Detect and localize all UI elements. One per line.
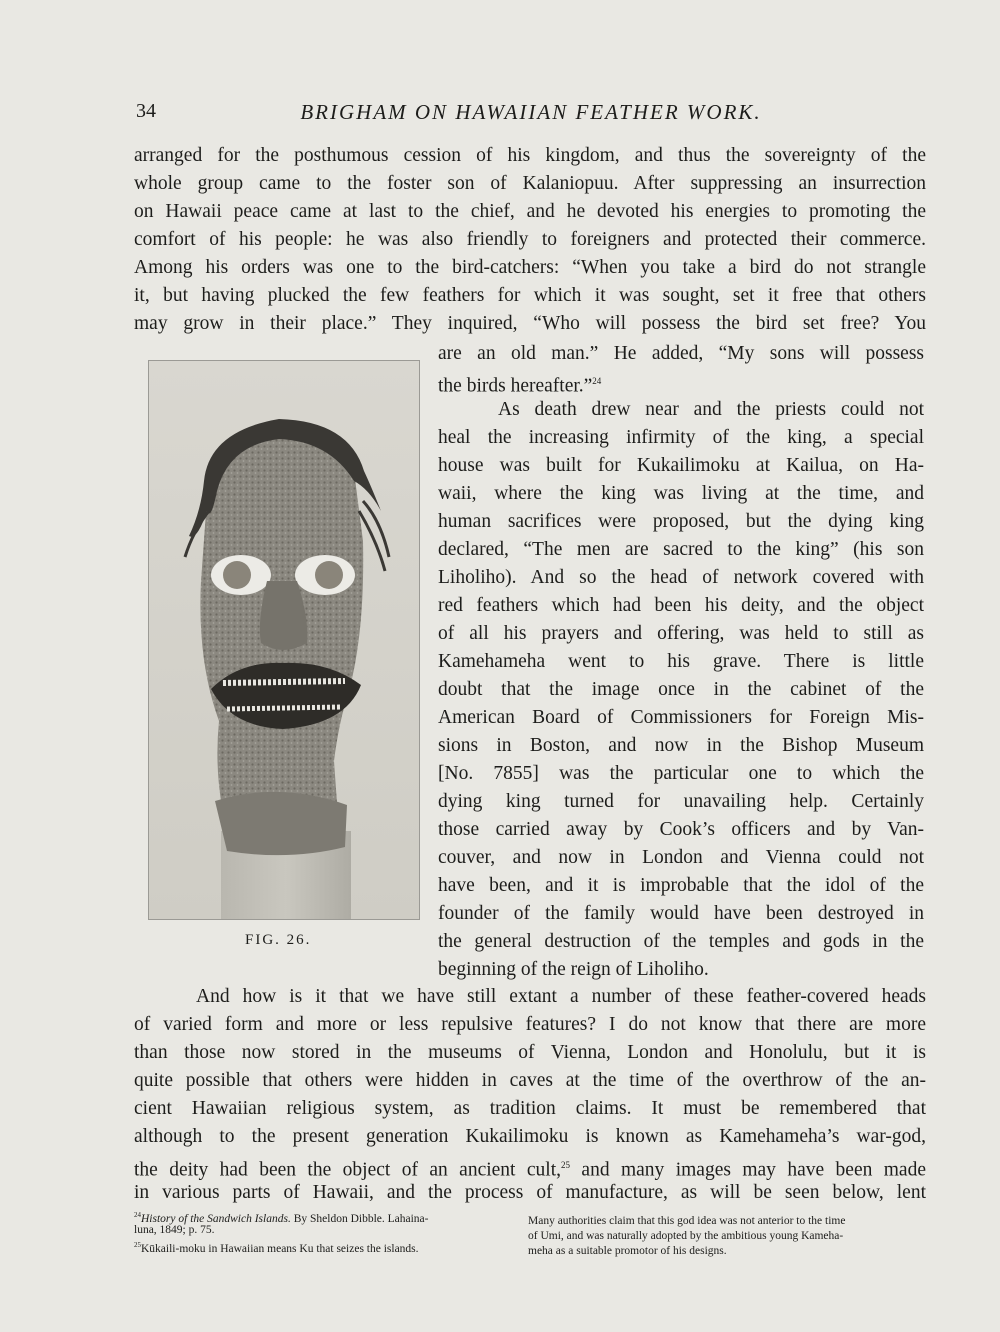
body-line: cient Hawaiian religious system, as tradition claims. It must be remembered that xyxy=(134,1098,926,1119)
footnote-24-cont: luna, 1849; p. 75. xyxy=(134,1224,215,1236)
body-line: doubt that the image once in the cabinet of the xyxy=(438,679,924,700)
body-line: American Board of Commissioners for Foreign Mis- xyxy=(438,707,924,728)
body-line: whole group came to the foster son of Kalaniopuu. After suppressing an insurrection xyxy=(134,173,926,194)
body-line-text: and many images may have been made xyxy=(570,1159,926,1181)
body-line-text: the deity had been the object of an ancient cult, xyxy=(134,1159,561,1181)
body-line: may grow in their place.” They inquired, “Who will possess the bird set free? You xyxy=(134,313,926,334)
body-line: the general destruction of the temples and gods in the xyxy=(438,931,924,952)
body-line: those carried away by Cook’s officers and by Van- xyxy=(438,819,924,840)
body-line: on Hawaii peace came at last to the chief, and he devoted his energies to promoting the xyxy=(134,201,926,222)
footnote-number: 25 xyxy=(134,1241,141,1249)
body-line xyxy=(134,1152,926,1184)
body-line: are an old man.” He added, “My sons will possess xyxy=(438,343,924,364)
footnote-25-cont: of Umi, and was naturally adopted by the ambitious young Kameha- xyxy=(528,1230,844,1242)
footnote-text: By Sheldon Dibble. Lahaina- xyxy=(290,1212,429,1225)
footnote-title: History of the Sandwich Islands. xyxy=(141,1212,291,1225)
body-line: comfort of his people: he was also friendly to foreigners and protected their commerce. xyxy=(134,229,926,250)
body-line: waii, where the king was living at the time, and xyxy=(438,483,924,504)
footnote-25-cont: meha as a suitable promotor of his designs. xyxy=(528,1245,727,1257)
body-line: house was built for Kukailimoku at Kailua, on Ha- xyxy=(438,455,924,476)
footnote-text: Kūkaili-moku in Hawaiian means Ku that seizes the islands. xyxy=(141,1242,419,1255)
body-line: heal the increasing infirmity of the king, a special xyxy=(438,427,924,448)
body-line: [No. 7855] was the particular one to which the xyxy=(438,763,924,784)
running-head: BRIGHAM ON HAWAIIAN FEATHER WORK. xyxy=(300,100,762,124)
feather-god-head-image xyxy=(149,361,419,919)
body-line: human sacrifices were proposed, but the dying king xyxy=(438,511,924,532)
body-line: have been, and it is improbable that the idol of the xyxy=(438,875,924,896)
body-line: Liholiho). And so the head of network covered with xyxy=(438,567,924,588)
body-line-text: the birds hereafter.” xyxy=(438,375,593,397)
body-line xyxy=(438,368,924,400)
figure-26-photo xyxy=(148,360,420,920)
body-line: of all his prayers and offering, was held to still as xyxy=(438,623,924,644)
body-line: sions in Boston, and now in the Bishop Museum xyxy=(438,735,924,756)
body-line: As death drew near and the priests could not xyxy=(498,399,924,420)
body-line: beginning of the reign of Liholiho. xyxy=(438,959,709,980)
body-line: of varied form and more or less repulsive features? I do not know that there are more xyxy=(134,1014,926,1035)
footnote-25 xyxy=(134,1238,506,1257)
footnote-25-cont: Many authorities claim that this god idea was not anterior to the time xyxy=(528,1215,846,1227)
body-line: And how is it that we have still extant a number of these feather-covered heads xyxy=(196,986,926,1007)
body-line: Kamehameha went to his grave. There is little xyxy=(438,651,924,672)
body-line: quite possible that others were hidden in caves at the time of the overthrow of the an- xyxy=(134,1070,926,1091)
body-line: in various parts of Hawaii, and the process of manufacture, as will be seen below, lent xyxy=(134,1182,926,1203)
body-line: declared, “The men are sacred to the king” (his son xyxy=(438,539,924,560)
body-line: although to the present generation Kukailimoku is known as Kamehameha’s war-god, xyxy=(134,1126,926,1147)
page-header xyxy=(136,100,926,136)
footnote-number: 24 xyxy=(134,1211,141,1219)
body-line: founder of the family would have been destroyed in xyxy=(438,903,924,924)
body-line: Among his orders was one to the bird-catchers: “When you take a bird do not strangle xyxy=(134,257,926,278)
body-line: red feathers which had been his deity, and the object xyxy=(438,595,924,616)
figure-caption: FIG. 26. xyxy=(245,932,312,948)
body-line: couver, and now in London and Vienna could not xyxy=(438,847,924,868)
page-number: 34 xyxy=(136,100,156,122)
footnote-ref: 25 xyxy=(561,1160,570,1170)
body-line: it, but having plucked the few feathers for which it was sought, set it free that others xyxy=(134,285,926,306)
footnote-ref: 24 xyxy=(592,376,602,386)
body-line: dying king turned for unavailing help. Certainly xyxy=(438,791,924,812)
body-line: than those now stored in the museums of Vienna, London and Honolulu, but it is xyxy=(134,1042,926,1063)
body-line: arranged for the posthumous cession of his kingdom, and thus the sovereignty of the xyxy=(134,145,926,166)
